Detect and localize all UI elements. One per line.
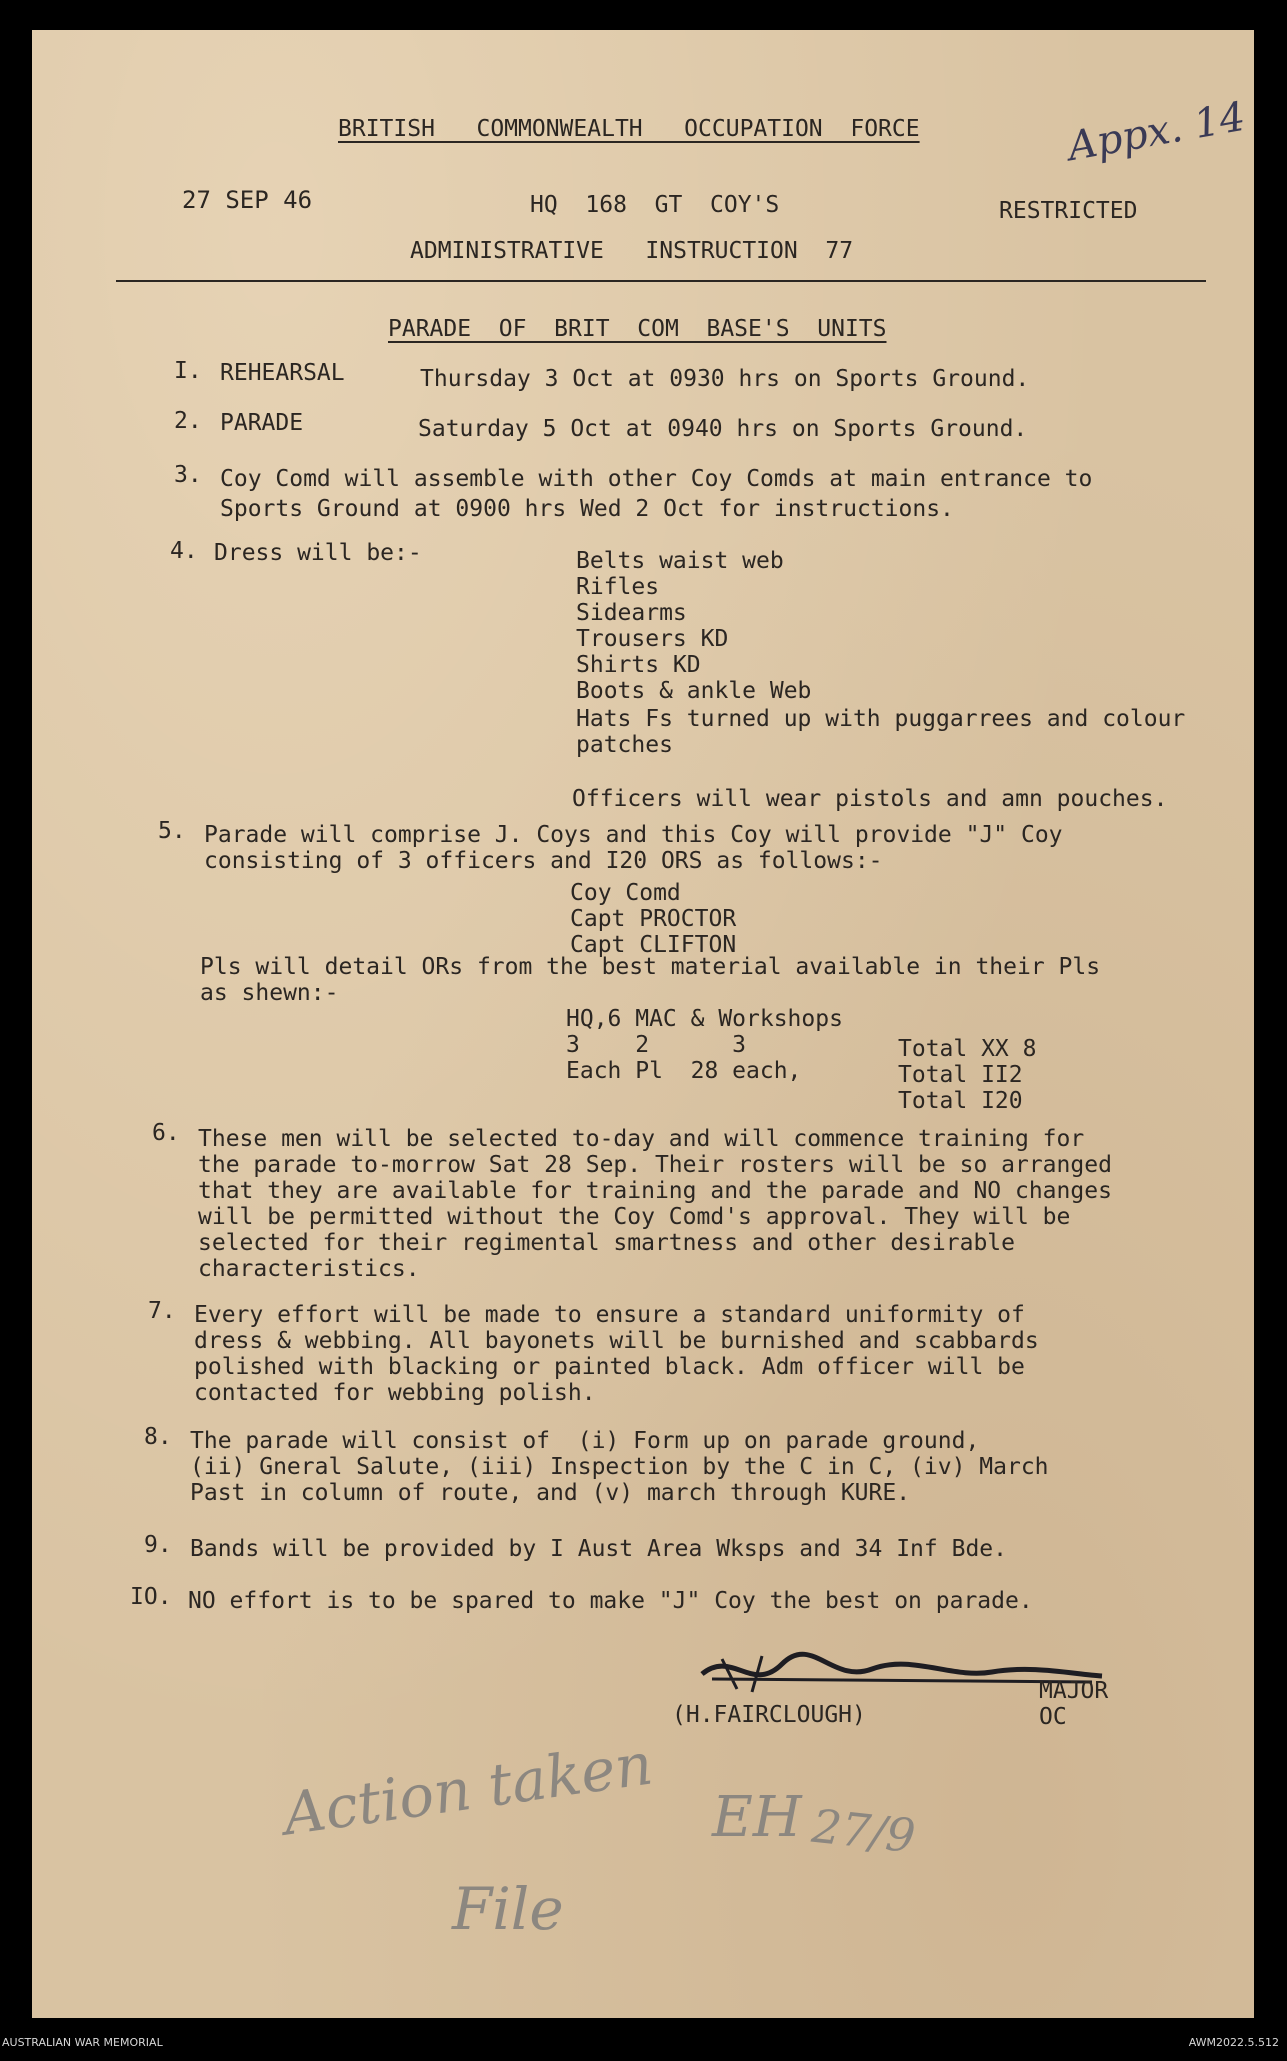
action-taken-annotation: Action taken xyxy=(279,1729,657,1849)
initials-annotation: EH xyxy=(712,1785,802,1850)
officer-name: Capt PROCTOR xyxy=(570,906,737,932)
breakdown-row: Each Pl 28 each, xyxy=(566,1058,802,1084)
item-number: 3. xyxy=(174,462,202,488)
item-text: consisting of 3 officers and I20 ORS as follows:- xyxy=(204,848,883,874)
officers-note: Officers will wear pistols and amn pouches. xyxy=(572,786,1168,812)
date-annotation: 27/9 xyxy=(809,1798,918,1864)
item-number: 4. xyxy=(170,538,198,564)
item-text: will be permitted without the Coy Comd's approval. They will be xyxy=(198,1204,1071,1230)
file-annotation: File xyxy=(452,1875,564,1943)
item-text: selected for their regimental smartness and other desirable xyxy=(198,1230,1015,1256)
item-text: as shewn:- xyxy=(200,980,339,1006)
page-title: PARADE OF BRIT COM BASE'S UNITS xyxy=(388,316,887,342)
item-number: IO. xyxy=(130,1584,172,1610)
classification-label: RESTRICTED xyxy=(999,198,1138,224)
date-stamp: 27 SEP 46 xyxy=(182,186,313,214)
item-text: Past in column of route, and (v) march through KURE. xyxy=(190,1480,911,1506)
dress-item: Rifles xyxy=(576,574,660,600)
item-number: 9. xyxy=(144,1532,172,1558)
dress-item: Shirts KD xyxy=(576,652,701,678)
dress-item: Belts waist web xyxy=(576,548,784,574)
item-text: These men will be selected to-day and will commence training for xyxy=(198,1126,1085,1152)
dress-item: Trousers KD xyxy=(576,626,729,652)
signatory-name: (H.FAIRCLOUGH) xyxy=(672,1702,866,1728)
appx-annotation: Appx. 14 xyxy=(1064,93,1249,171)
footer-reference: AWM2022.5.512 xyxy=(1188,2036,1279,2049)
item-text: The parade will consist of (i) Form up on parade ground, xyxy=(190,1428,980,1454)
item-text: (ii) Gneral Salute, (iii) Inspection by the C in C, (iv) March xyxy=(190,1454,1049,1480)
item-text: Pls will detail ORs from the best material available in their Pls xyxy=(200,954,1101,980)
instruction-number: ADMINISTRATIVE INSTRUCTION 77 xyxy=(410,238,854,264)
officer-name: Capt CLIFTON xyxy=(570,932,737,958)
item-label: PARADE xyxy=(220,410,304,436)
item-text: NO effort is to be spared to make "J" Coy the best on parade. xyxy=(188,1588,1033,1614)
officer-name: Coy Comd xyxy=(570,880,681,906)
item-number: 8. xyxy=(144,1424,172,1450)
header-divider xyxy=(116,280,1206,282)
item-text: Sports Ground at 0900 hrs Wed 2 Oct for instructions. xyxy=(220,496,954,522)
total-line: Total II2 xyxy=(898,1062,1023,1088)
item-text: Parade will comprise J. Coys and this Coy will provide "J" Coy xyxy=(204,822,1063,848)
item-number: 6. xyxy=(152,1120,180,1146)
item-number: I. xyxy=(174,358,202,384)
total-line: Total I20 xyxy=(898,1088,1023,1114)
item-text: Bands will be provided by I Aust Area Wksps and 34 Inf Bde. xyxy=(190,1536,1007,1562)
dress-item: Hats Fs turned up with puggarrees and colour xyxy=(576,706,1186,732)
breakdown-row: 3 2 3 xyxy=(566,1032,747,1058)
item-number: 5. xyxy=(158,818,186,844)
item-text: Dress will be:- xyxy=(214,540,422,566)
dress-item: Boots & ankle Web xyxy=(576,678,812,704)
item-text: Every effort will be made to ensure a standard uniformity of xyxy=(194,1302,1025,1328)
header-force-name: BRITISH COMMONWEALTH OCCUPATION FORCE xyxy=(338,116,920,142)
item-text: Coy Comd will assemble with other Coy Comds at main entrance to xyxy=(220,466,1093,492)
item-text: that they are available for training and the parade and NO changes xyxy=(198,1178,1112,1204)
breakdown-header: HQ,6 MAC & Workshops xyxy=(566,1006,843,1032)
item-text: Thursday 3 Oct at 0930 hrs on Sports Ground. xyxy=(420,366,1030,392)
signature-rank: MAJOR xyxy=(1039,1678,1109,1704)
item-number: 7. xyxy=(148,1298,176,1324)
item-text: polished with blacking or painted black. Adm officer will be xyxy=(194,1354,1025,1380)
footer-institution: AUSTRALIAN WAR MEMORIAL xyxy=(2,2036,163,2049)
item-text: dress & webbing. All bayonets will be burnished and scabbards xyxy=(194,1328,1039,1354)
dress-item: patches xyxy=(576,732,673,758)
header-unit: HQ 168 GT COY'S xyxy=(530,192,780,218)
item-text: contacted for webbing polish. xyxy=(194,1380,596,1406)
document-page xyxy=(32,30,1254,2018)
item-text: Saturday 5 Oct at 0940 hrs on Sports Ground. xyxy=(418,416,1028,442)
item-number: 2. xyxy=(174,408,202,434)
item-label: REHEARSAL xyxy=(220,360,345,386)
item-text: the parade to-morrow Sat 28 Sep. Their rosters will be so arranged xyxy=(198,1152,1112,1178)
item-text: characteristics. xyxy=(198,1256,420,1282)
total-line: Total XX 8 xyxy=(898,1036,1037,1062)
dress-item: Sidearms xyxy=(576,600,687,626)
signature-appointment: OC xyxy=(1039,1704,1067,1730)
